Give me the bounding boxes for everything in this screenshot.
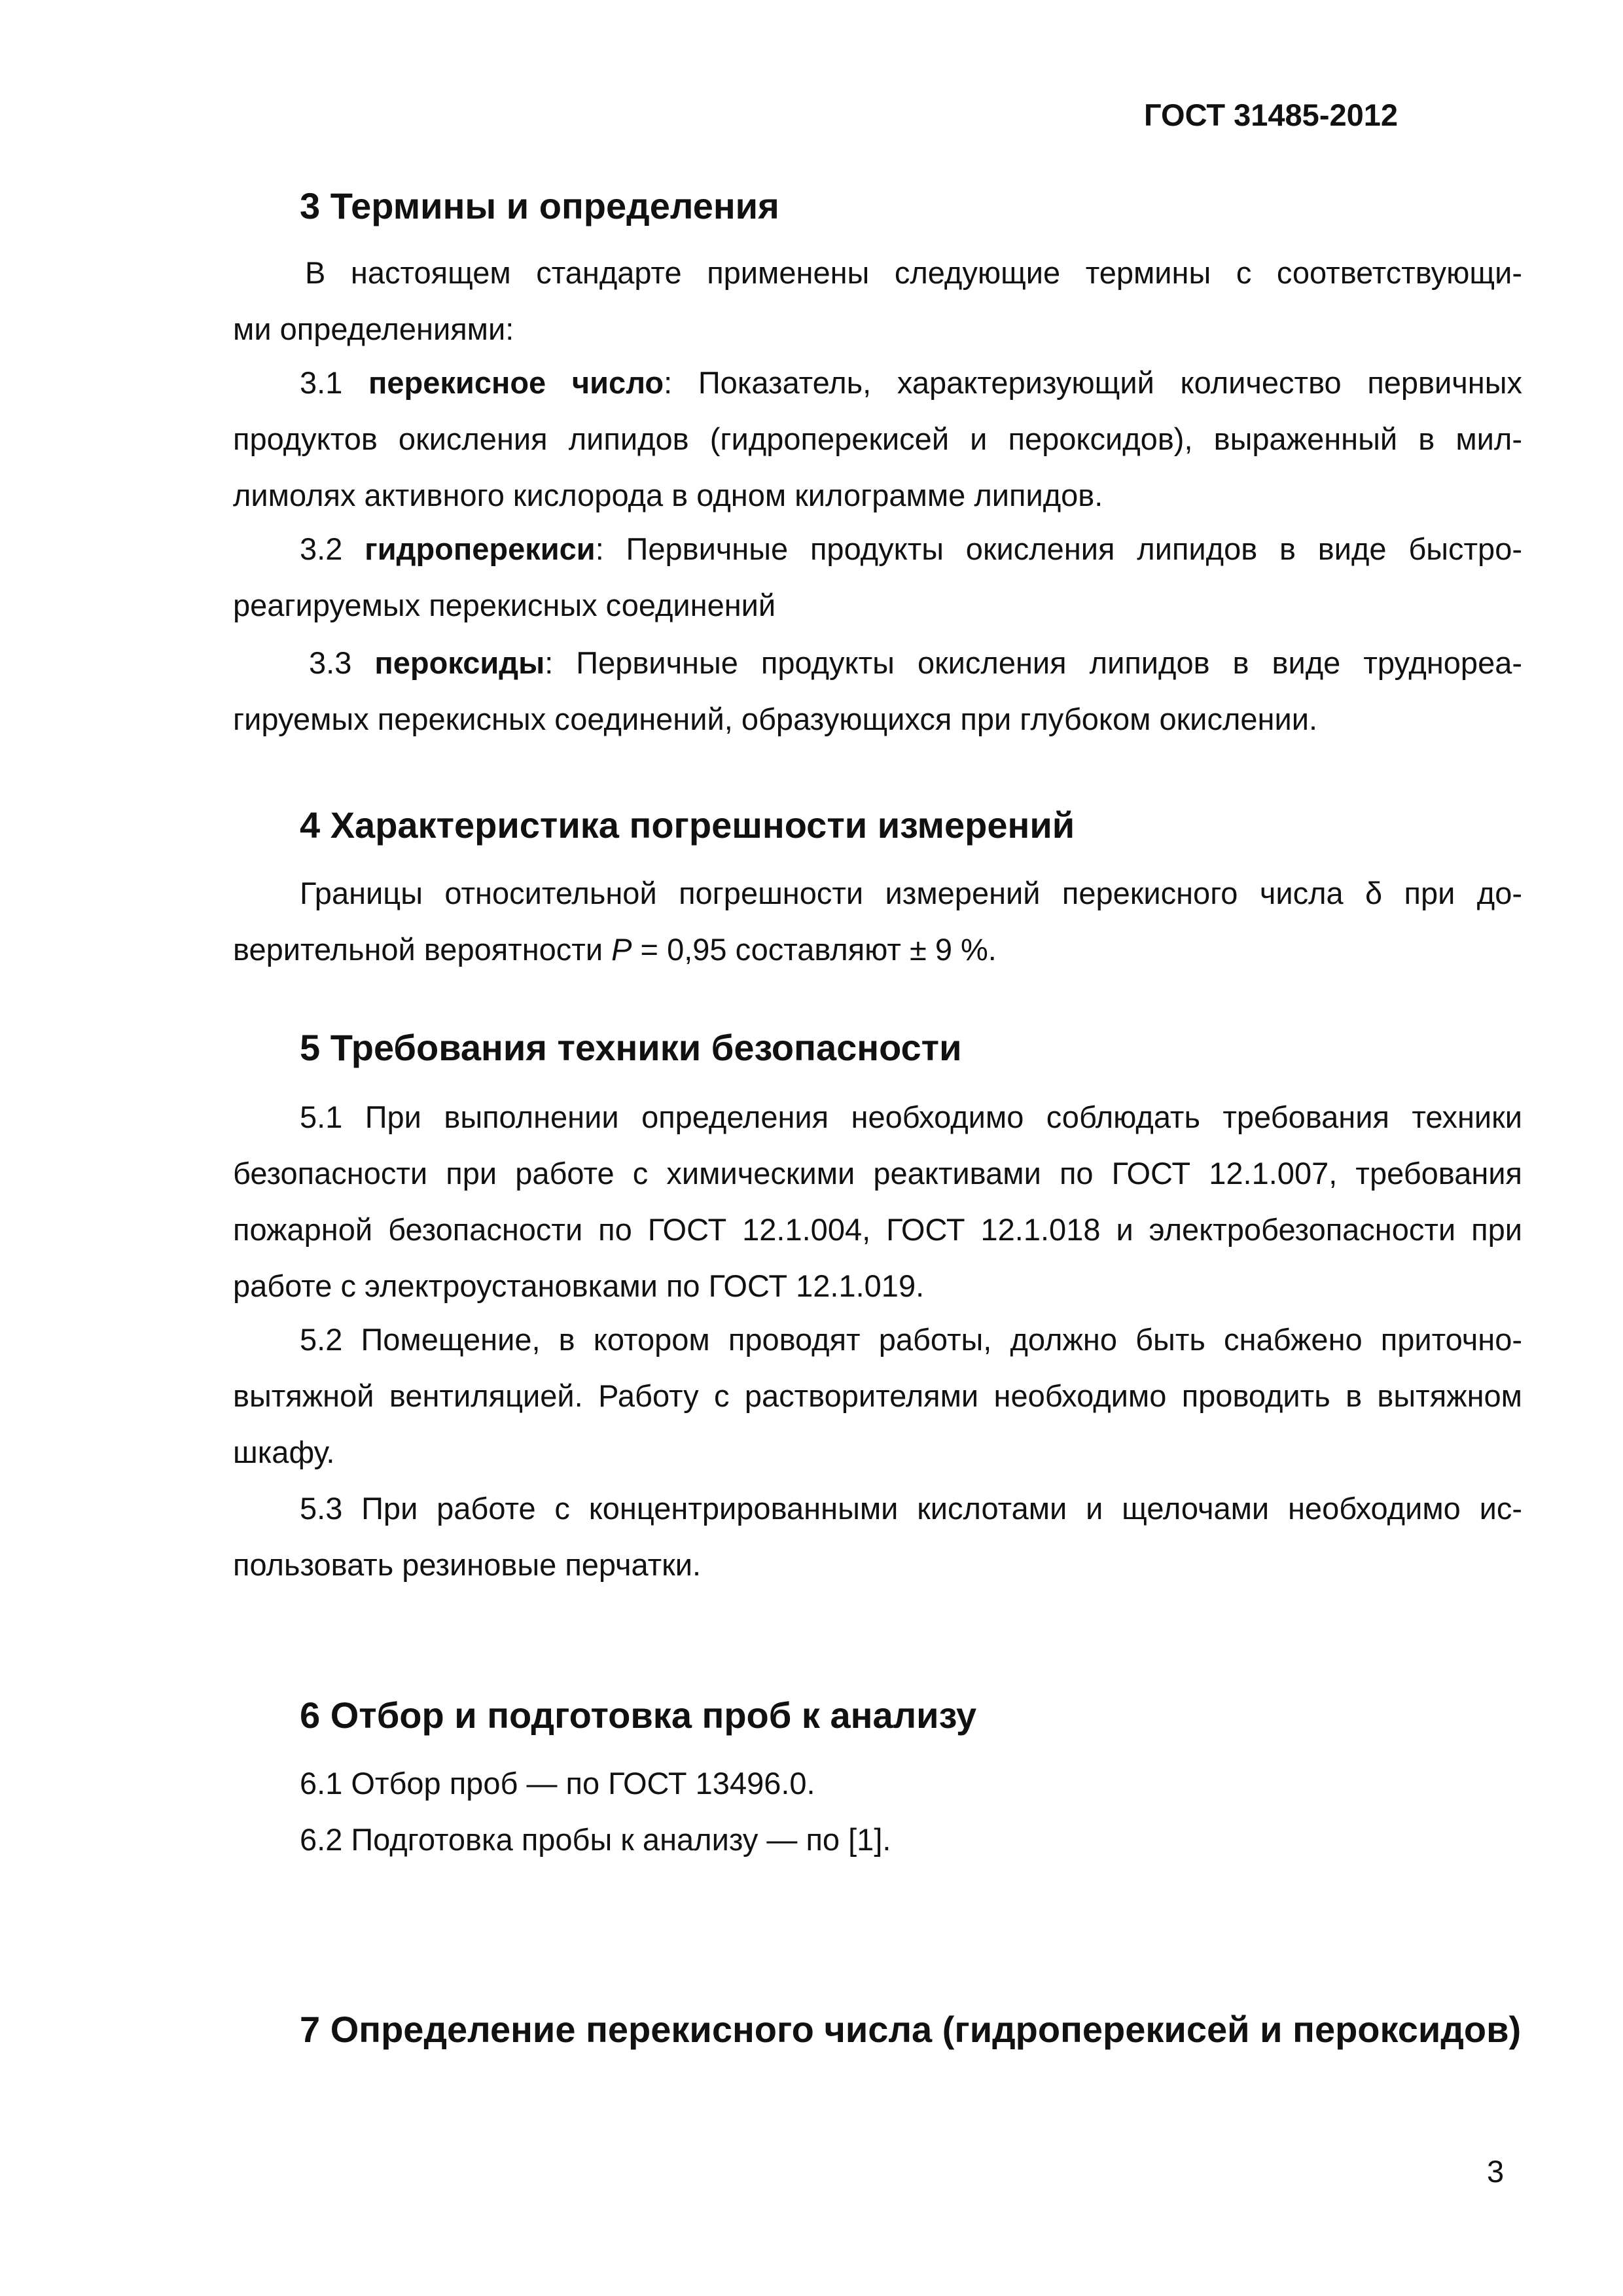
- term-3-3-definition-start: : Первичные продукты окисления липидов в виде труднореа-: [544, 645, 1522, 680]
- term-3-3-line-1: [233, 635, 1522, 691]
- term-3-1-number: 3.1: [300, 365, 343, 400]
- term-3-2-line-1: [233, 521, 1522, 577]
- section-7-heading: 7 Определение перекисного числа (гидроперекисей и пероксидов): [300, 2009, 1522, 2050]
- section-5-3-line-2: пользовать резиновые перчатки.: [233, 1547, 702, 1582]
- term-3-2-name: гидроперекиси: [365, 531, 596, 566]
- section-6-item-2: 6.2 Подготовка пробы к анализу — по [1].: [300, 1822, 891, 1857]
- section-4-line-2-start: верительной вероятности: [233, 932, 612, 967]
- probability-variable: P: [611, 932, 632, 967]
- section-5-1-line-1: 5.1 При выполнении определения необходимо соблюдать требования техники: [300, 1100, 1522, 1134]
- section-6-heading: 6 Отбор и подготовка проб к анализу: [300, 1695, 977, 1736]
- term-3-1-line-3: лимолях активного кислорода в одном килограмме липидов.: [233, 478, 1103, 512]
- section-3-intro: [233, 245, 1522, 357]
- section-5-2-line-3: шкафу.: [233, 1435, 335, 1469]
- term-3-1: [233, 355, 1522, 524]
- term-3-1-line-1: [233, 355, 1522, 411]
- term-3-3-number: 3.3: [309, 645, 352, 680]
- section-5-1-line-3: пожарной безопасности по ГОСТ 12.1.004, ГОСТ 12.1.018 и электробезопасности при: [233, 1212, 1522, 1247]
- intro-line-1: В настоящем стандарте применены следующие термины с соответствующи-: [305, 255, 1522, 290]
- term-3-3-name: пероксиды: [374, 645, 545, 680]
- section-5-heading: 5 Требования техники безопасности: [300, 1027, 962, 1068]
- section-5-item-3: [233, 1480, 1522, 1593]
- section-4-line-1: Границы относительной погрешности измерений перекисного числа δ при до-: [300, 876, 1522, 910]
- document-code: ГОСТ 31485-2012: [1144, 98, 1399, 132]
- term-3-2-definition-start: : Первичные продукты окисления липидов в виде быстро-: [595, 531, 1522, 566]
- section-6-item-1: 6.1 Отбор проб — по ГОСТ 13496.0.: [300, 1766, 815, 1801]
- term-3-3-line-2: гируемых перекисных соединений, образующихся при глубоком окислении.: [233, 702, 1318, 736]
- section-3-heading: 3 Термины и определения: [300, 185, 779, 226]
- section-6-body: [233, 1755, 1522, 1868]
- section-4-line-2-end: = 0,95 составляют ± 9 %.: [632, 932, 997, 967]
- term-3-2-line-2: реагируемых перекисных соединений: [233, 588, 776, 622]
- section-5-item-1: [233, 1089, 1522, 1314]
- section-5-item-2: [233, 1312, 1522, 1480]
- section-5-3-line-1: 5.3 При работе с концентрированными кислотами и щелочами необходимо ис-: [300, 1491, 1522, 1526]
- term-3-3: [233, 635, 1522, 747]
- section-5-2-line-1: 5.2 Помещение, в котором проводят работы, должно быть снабжено приточно-: [300, 1322, 1522, 1357]
- term-3-2: [233, 521, 1522, 634]
- section-4-heading: 4 Характеристика погрешности измерений: [300, 804, 1075, 846]
- section-5-1-line-2: безопасности при работе с химическими реактивами по ГОСТ 12.1.007, требования: [233, 1156, 1522, 1191]
- term-3-1-line-2: продуктов окисления липидов (гидроперекисей и пероксидов), выраженный в мил-: [233, 422, 1522, 456]
- term-3-1-name: перекисное число: [368, 365, 664, 400]
- page-number: 3: [1487, 2154, 1505, 2189]
- intro-line-2: ми определениями:: [233, 312, 514, 346]
- section-5-2-line-2: вытяжной вентиляцией. Работу с растворителями необходимо проводить в вытяжном: [233, 1378, 1522, 1413]
- term-3-2-number: 3.2: [300, 531, 343, 566]
- term-3-1-definition-start: : Показатель, характеризующий количество первичных: [664, 365, 1522, 400]
- section-5-1-line-4: работе с электроустановками по ГОСТ 12.1.019.: [233, 1268, 925, 1303]
- section-4-line-2: [233, 922, 1522, 978]
- section-4-paragraph: [233, 865, 1522, 978]
